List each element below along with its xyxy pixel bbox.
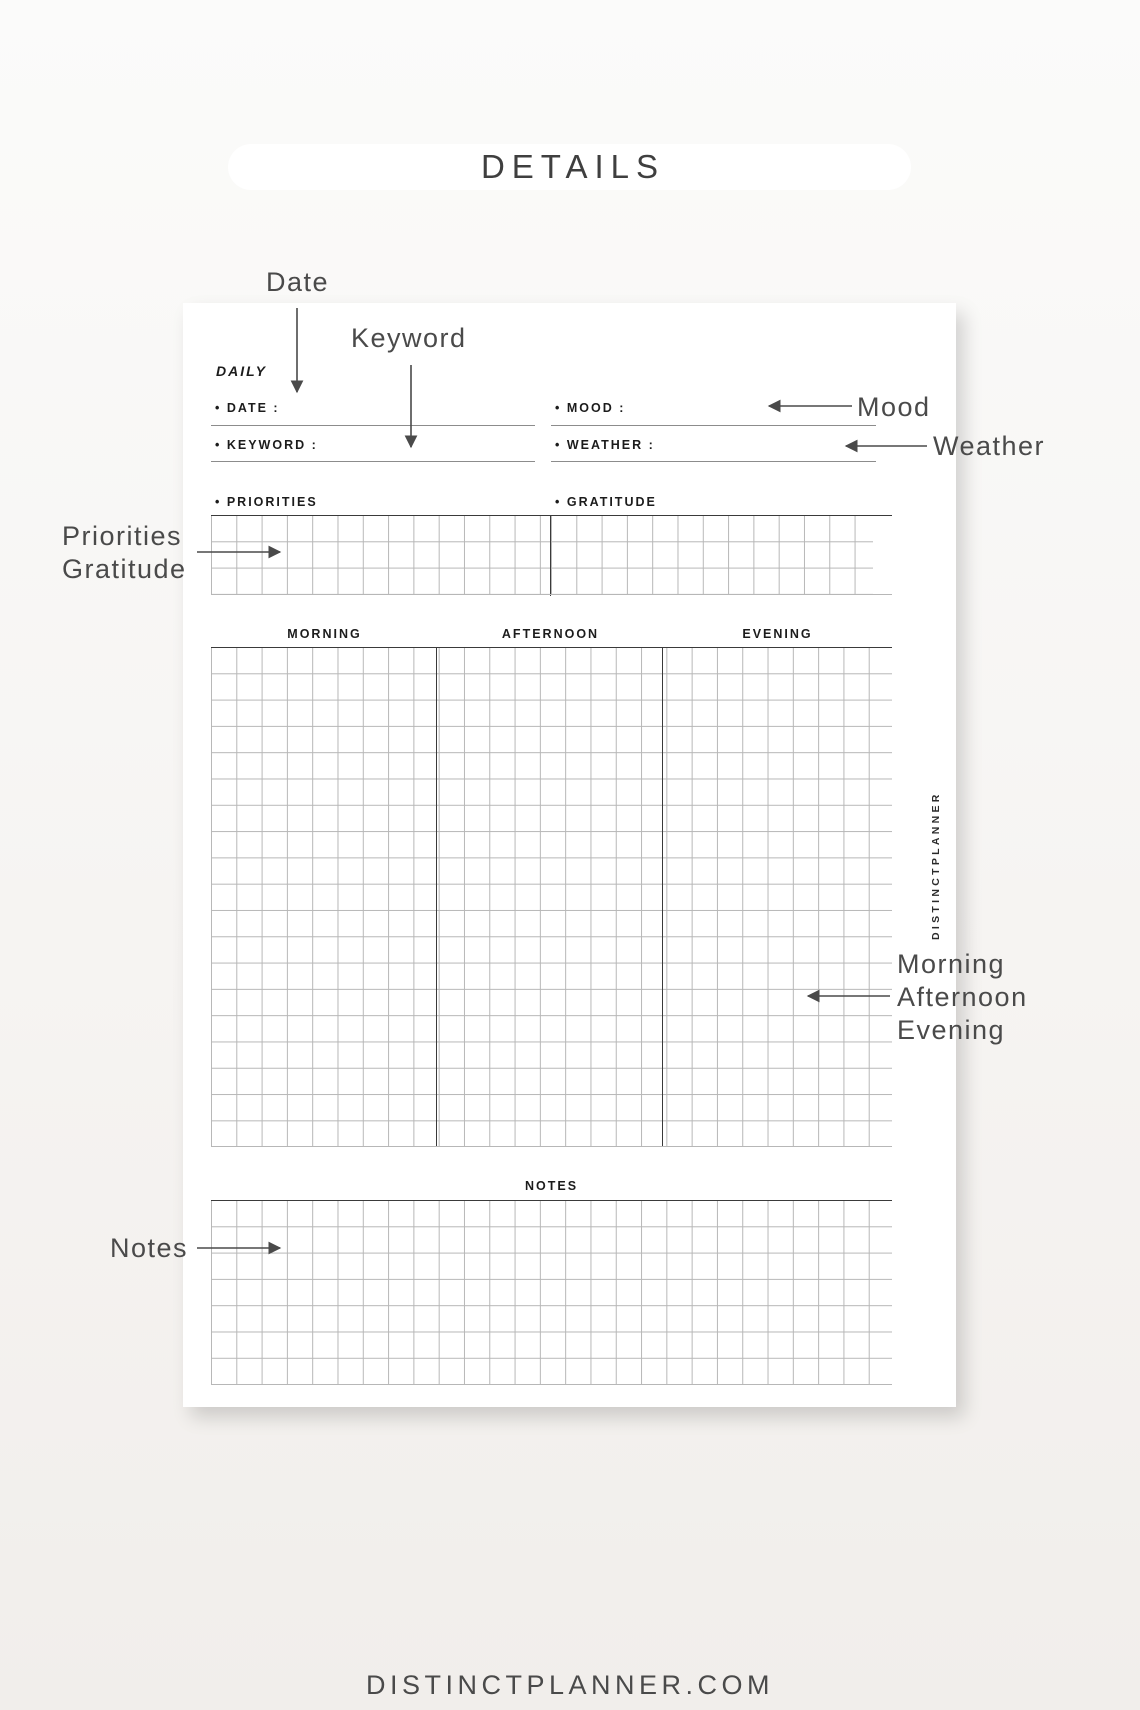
date-field-label: • DATE : [215,401,280,415]
sheet-heading: DAILY [216,363,267,379]
morning-label: MORNING [287,627,362,641]
weather-field-label: • WEATHER : [555,438,655,452]
annotation-date: Date [266,267,330,297]
priorities-label: • PRIORITIES [215,495,318,509]
annotation-evening: Evening [897,1015,1006,1045]
afternoon-label: AFTERNOON [501,627,600,641]
brand-vertical-text: DISTINCTPLANNER [930,791,942,940]
annotation-gratitude: Gratitude [62,554,187,584]
keyword-field-label: • KEYWORD : [215,438,318,452]
annotation-notes: Notes [110,1233,189,1263]
annotation-mood: Mood [857,392,931,422]
annotation-keyword: Keyword [351,323,467,353]
annotation-morning: Morning [897,949,1006,979]
page-title: DETAILS [480,148,666,185]
notes-label: NOTES [524,1179,579,1193]
mood-field-label: • MOOD : [555,401,626,415]
footer-url: DISTINCTPLANNER.COM [365,1670,775,1700]
annotation-priorities: Priorities [62,521,183,551]
gratitude-label: • GRATITUDE [555,495,657,509]
evening-label: EVENING [742,627,813,641]
annotation-weather: Weather [933,431,1046,461]
annotation-afternoon: Afternoon [897,982,1028,1012]
